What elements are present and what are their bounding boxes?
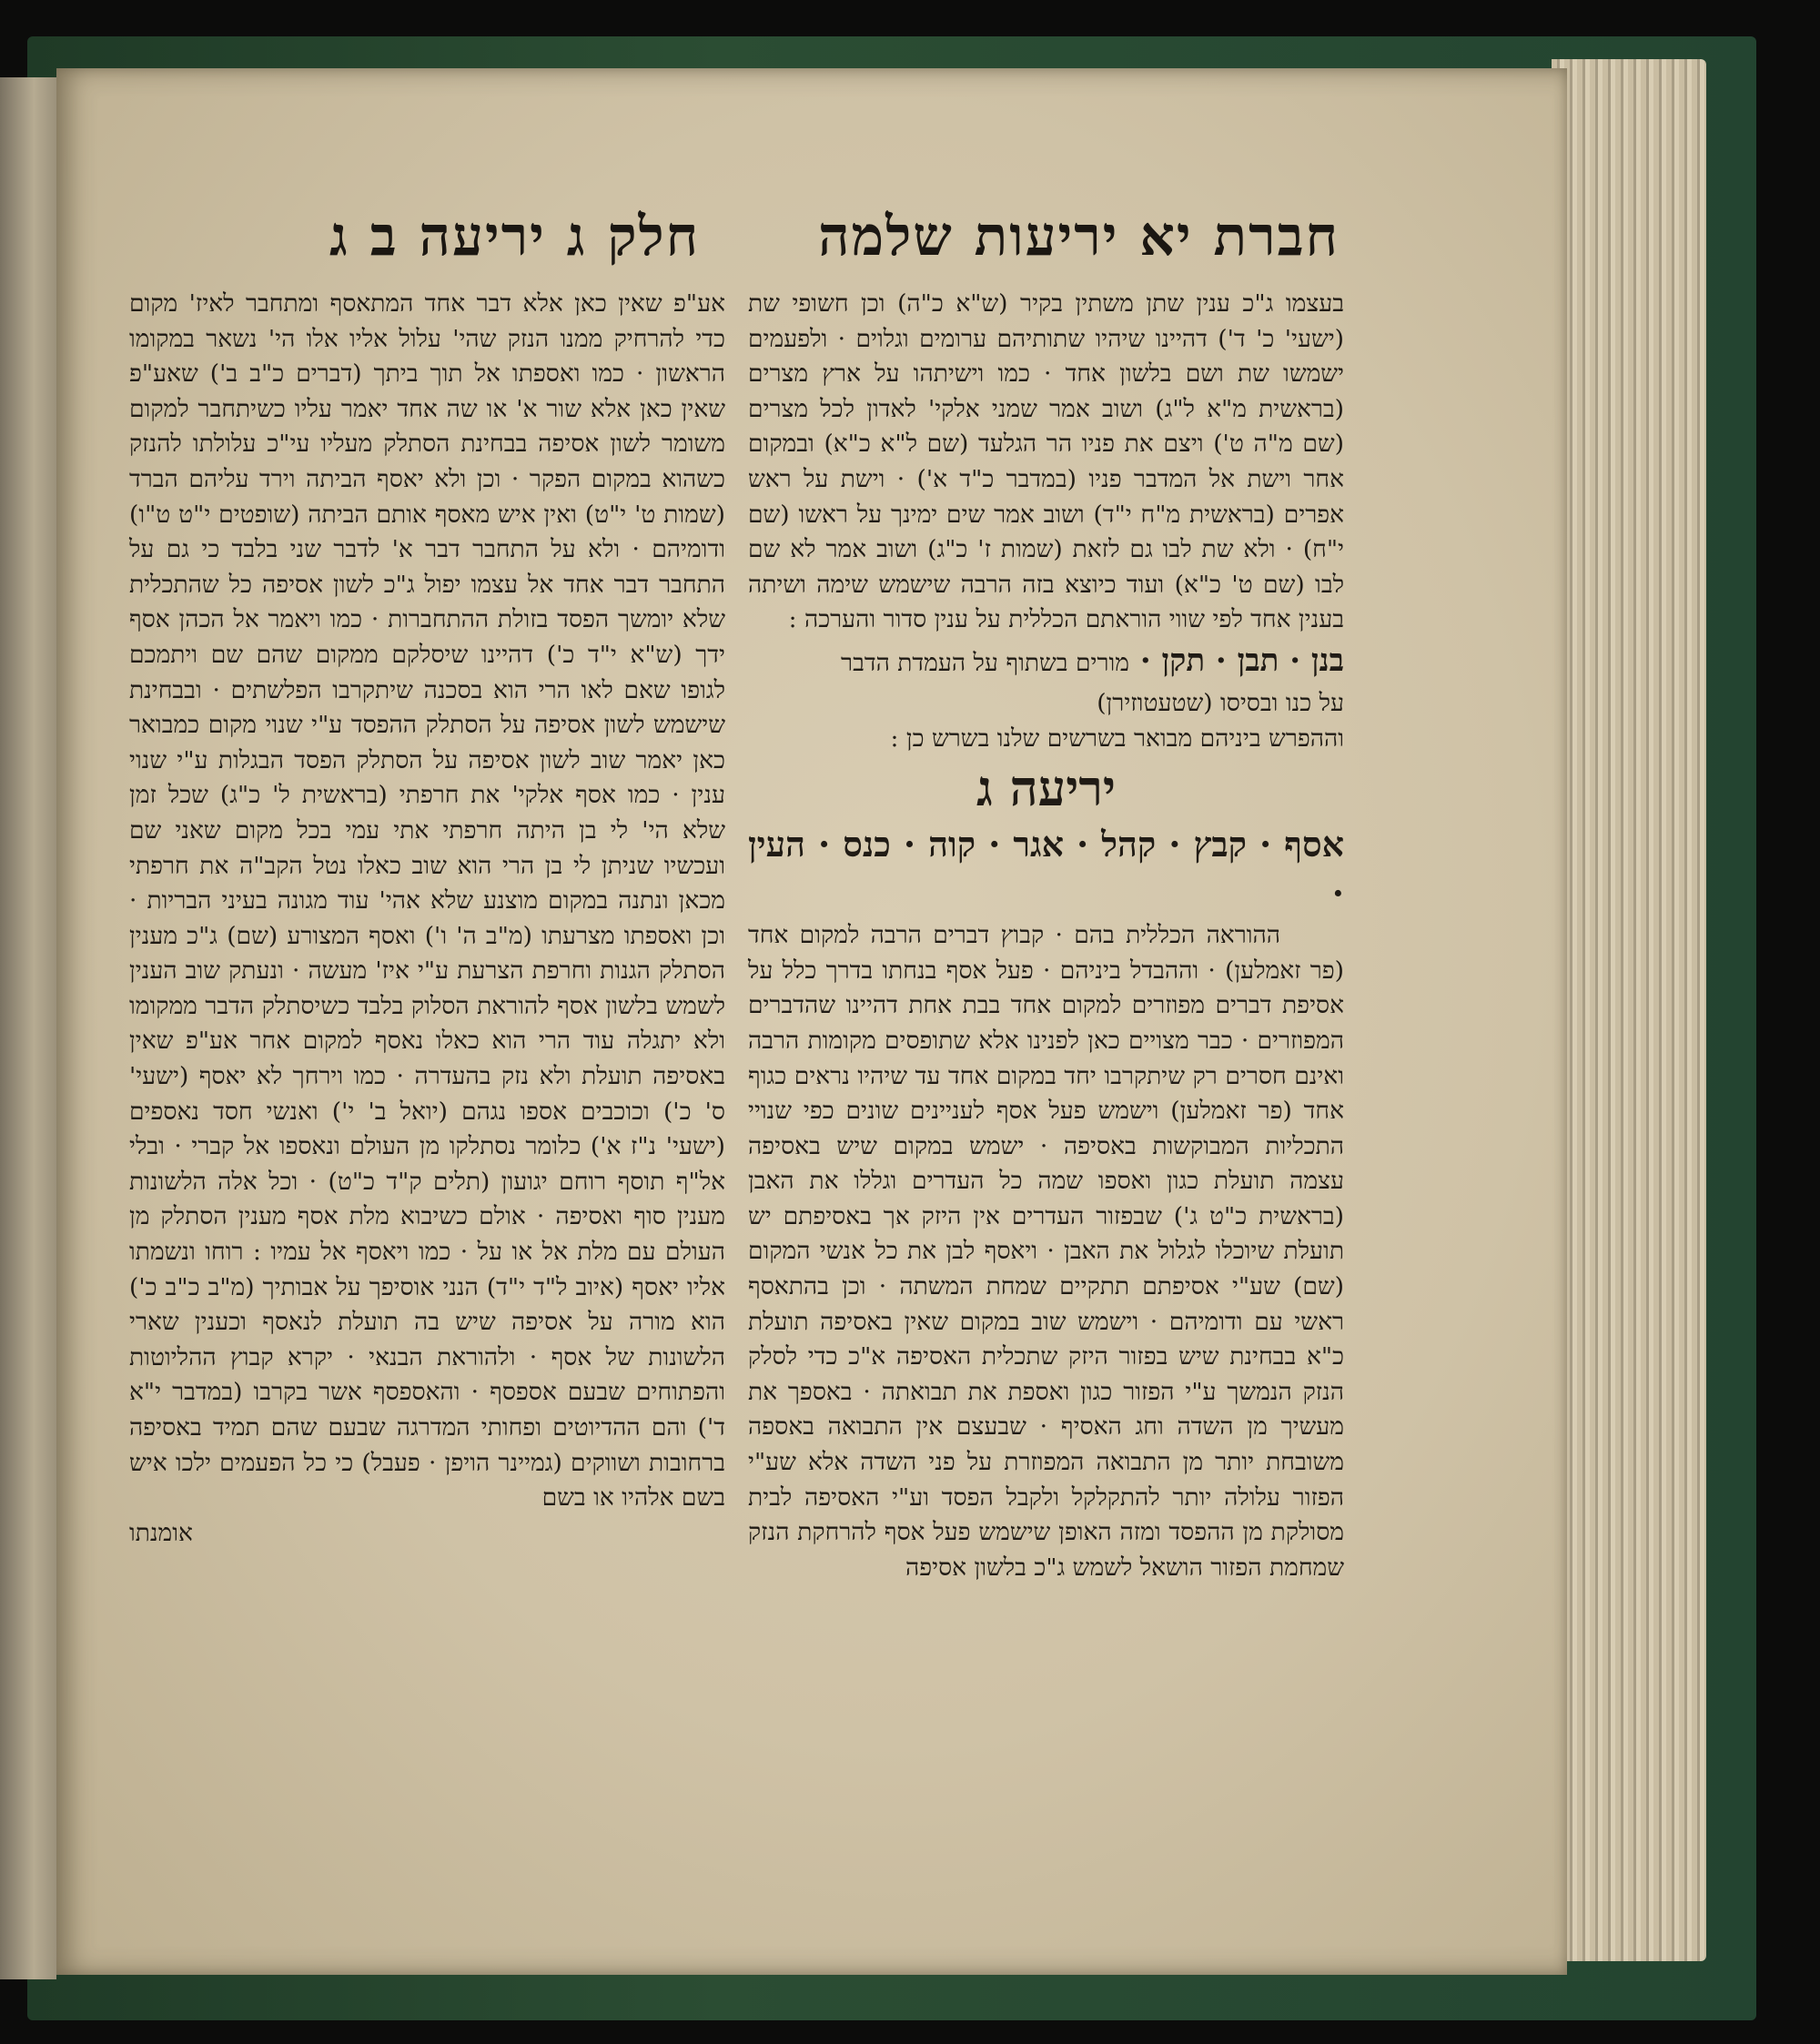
section-label: חלק ג יריעה ב ג — [329, 205, 701, 268]
section-heading-words: בנן · תבן · תקן · — [1139, 642, 1344, 679]
left-column — [129, 287, 725, 1551]
book-title: חברת יא יריעות שלמה — [818, 205, 1340, 268]
left-body: אע"פ שאין כאן אלא דבר אחד המתאסף ומתחבר לאיז' מקום כדי להרחיק ממנו הנזק שהי' עלול אליו אלו הי' נשאר במקומו הראשון · כמו ואספתו אל תוך ביתך (דברים כ"ב ב') שאע"פ שאין כאן אלא שור א' או שה אחד יאמר עליו כשיתחבר למקום משומר לשון אסיפה בבחינת הסתלק מעליו עי"כ עלולתו להנזק כשהוא במקום הפקר · וכן ולא יאסף הביתה וירד עליהם הברד (שמות ט' י"ט) ואין איש מאסף אותם הביתה (שופטים י"ט ט"ו) ודומיהם · ולא על התחבר דבר א' לדבר שני בלבד כי גם על התחבר דבר אחד אל עצמו יפול ג"כ לשון אסיפה כל שהתכלית שלא יומשך הפסד בזולת ההתחברות · כמו ויאמר אל הכהן אסף ידך (ש"א י"ד כ') דהיינו שיסלקם ממקום שהם שם ויתמכם לגופו שאם לאו הרי הוא בסכנה שיתקרבו הפלשתים · ובבחינת שישמש לשון אסיפה על הסתלק ההפסד ע"י שנוי מקום כמבואר כאן יאמר שוב לשון אסיפה על הסתלק הפסד הבגלות ע"י שנוי ענין · כמו אסף אלקי' את חרפתי (בראשית ל' כ"ג) שכל זמן שלא הי' לי בן היתה חרפתי אתי עמי בכל מקום שאני שם ועכשיו שניתן לי בן הרי הוא שוב כאלו נטל הקב"ה את חרפתי מכאן ונתנה במקום מוצנע שלא אהי' עוד מגונה בעיני הבריות · וכן ואספתו מצרעתו (מ"ב ה' ו') ואסף המצורע (שם) ג"כ מענין הסתלק הגנות וחרפת הצרעת ע"י איז' מעשה · ונעתק שוב הענין לשמש בלשון אסף להוראת הסלוק בלבד כשיסתלק הדבר ממקומו ולא יתגלה עוד הרי הוא כאלו נאסף למקום אחר אע"פ שאין באסיפה תועלת ולא נזק בהעדרה · כמו וירחך לא יאסף (ישעי' ס' כ') וכוכבים אספו נגהם (יואל ב' י') ואנשי חסד נאספים (ישעי' נ"ז א') כלומר נסתלקו מן העולם ונאספו אל קברי · ובלי אל"ף תוסף רוחם יגועון (תלים ק"ד כ"ט) · וכל אלה הלשונות מענין סוף ואסיפה · אולם כשיבוא מלת אסף מענין הסתלק מן העולם עם מלת אל או על · כמו ויאסף אל עמיו : רוחו ונשמתו אליו יאסף (איוב ל"ד י"ד) הנני אוסיפך על אבותיך (מ"ב כ"ב כ') הוא מורה על אסיפה שיש בה תועלת לנאסף וכענין שארי הלשונות של אסף · ולהוראת הבנאי · יקרא קבוץ ההליוטות והפתוחים שבעם אספסף · והאספסף אשר בקרבו (במדבר י"א ד') והם ההדיוטים ופחותי המדרגה שבעם שהם תמיד באסיפה ברחובות ושווקים (גמיינר הויפן · פעבל) כי כל הפעמים ילכו איש בשם אלהיו או בשם — [129, 289, 725, 1513]
section-gloss-2: על כנו ובסיסו (שטעטוזירן) — [1097, 688, 1344, 717]
right-continuation: בעצמו ג"כ ענין שתן משתין בקיר (ש"א כ"ה) וכן חשופי שת (ישעי' כ' ד') דהיינו שיהיו שתותיהם ערומים וגלוים · ולפעמים ישמשו שת ושם בלשון אחד · כמו וישיתהו על ארץ מצרים (בראשית מ"א ל"ג) ושוב אמר שמני אלקי' לאדון לכל מצרים (שם מ"ה ט') ויצם את פניו הר הגלעד (שם ל"א כ"א) ובמקום אחר וישת אל המדבר פניו (במדבר כ"ד א') · וישת על ראש אפרים (בראשית מ"ח י"ד) ושוב אמר שים ימינך על ראשו (שם י"ח) · ולא שת לבו גם לזאת (שמות ז' כ"ג) ושוב אמר לא שם לבו (שם ט' כ"א) ועוד כיוצא בזה הרבה שישמש שימה ושיתה בענין אחד לפי שווי הוראתם הכללית על ענין סדור והערכה : — [748, 289, 1344, 634]
right-column — [748, 287, 1344, 1585]
catchword: אומנתו — [129, 1518, 193, 1547]
chapter-body: ההוראה הכללית בהם · קבוץ דברים הרבה למקום אחד (פר זאמלען) · וההבדל ביניהם · פעל אסף בנחתו בדרך כלל על אסיפת דברים מפוזרים למקום אחד בבת אחת דהיינו שהדברים המפוזרים · כבר מצויים כאן לפנינו אלא שתופסים מקומות הרבה ואינם חסרים רק שיתקרבו יחד במקום אחד עד שיהיו נראים כגוף אחד (פר זאמלען) וישמש פעל אסף לעניינים שונים כפי שנויי התכליות המבוקשות באסיפה · ישמש במקום שיש באסיפה עצמה תועלת כגון ואספו שמה כל העדרים וגללו את האבן (בראשית כ"ט ג') שבפזור העדרים אין היזק אך באסיפתם יש תועלת שיוכלו לגלול את האבן · ויאסף לבן את כל אנשי המקום (שם) שע"י אסיפתם תתקיים שמחת המשתה · וכן בהתאסף ראשי עם ודומיהם · וישמש שוב במקום שאין באסיפה תועלת כ"א בבחינת שיש בפזור היזק שתכלית האסיפה א"כ כדי לסלק הנזק הנמשך ע"י הפזור כגון ואספת את תבואתה · באספך את מעשיך מן השדה וחג האסיף · שבעצם אין התבואה באספה משובחת יותר מן התבואה המפוזרת על פני השדה אלא שע"י הפזור עלולה יותר להתקלקל ולקבל הפסד וע"י האסיפה לבית מסולקת מן ההפסד ומזה האופן שישמש פעל אסף להרחקת הנזק שמחמת הפזור הושאל לשמש ג"כ בלשון אסיפה — [748, 921, 1344, 1582]
previous-page-edge — [0, 77, 56, 1979]
section-gloss: מורים בשתוף על העמדת הדבר — [841, 648, 1129, 677]
book-page — [56, 68, 1567, 1975]
section-note: וההפרש ביניהם מבואר בשרשים שלנו בשרש כן : — [890, 723, 1344, 753]
section-heading — [748, 638, 1344, 686]
chapter-title: יריעה ג — [976, 759, 1117, 818]
page-edges — [1552, 59, 1706, 1961]
roots-line: אסף · קבץ · קהל · אגר · קוה · כנס · העין · — [748, 824, 1344, 915]
running-header — [329, 200, 1340, 273]
